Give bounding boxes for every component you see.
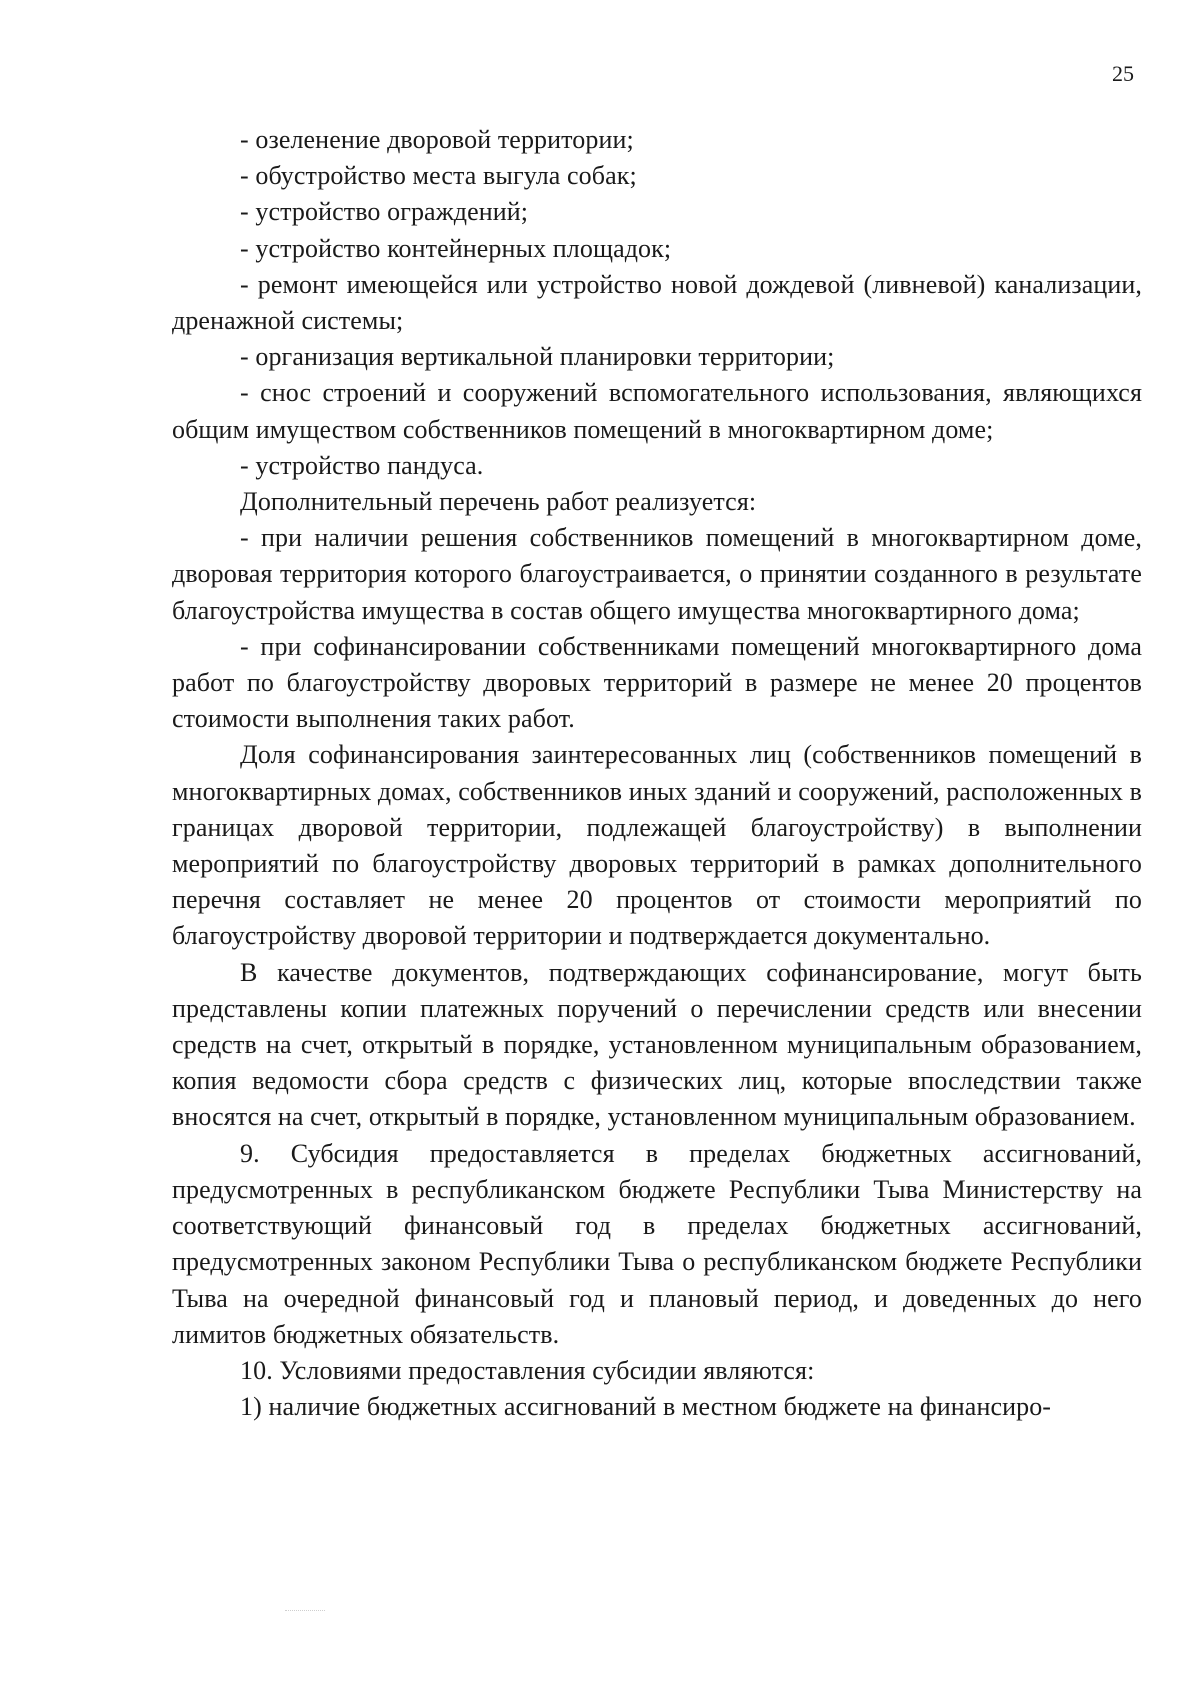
list-item-vertical-planning: - организация вертикальной планировки территории; bbox=[240, 342, 835, 372]
list-item-drainage: - ремонт имеющейся или устройство новой дождевой (ливневой) канализации, дренажной системы; bbox=[172, 269, 1142, 336]
page-number: 25 bbox=[1112, 61, 1134, 86]
list-item-owners-decision: - при наличии решения собственников помещений в многоквартирном доме, дворовая территория которого благоустраивается, о принятии созданного в результате благоустройства имущества в состав общего имущества многоквартирного дома; bbox=[172, 523, 1142, 625]
paragraph-condition-1: 1) наличие бюджетных ассигнований в местном бюджете на финансиро- bbox=[240, 1392, 1052, 1422]
paragraph-cofinancing-share: Доля софинансирования заинтересованных лиц (собственников помещений в многоквартирных домах, собственников иных зданий и сооружений, расположенных в границах дворовой территории, подлежащей благоустройству) в выполнении мероприятий по благоустройству дворовых территорий в рамках дополнительного перечня составляет не менее 20 процентов от стоимости мероприятий по благоустройству дворовой территории и подтверждается документально. bbox=[172, 740, 1142, 951]
paragraph-additional-list-intro: Дополнительный перечень работ реализуется: bbox=[240, 487, 757, 517]
document-body bbox=[172, 122, 1142, 1425]
list-item-fencing: - устройство ограждений; bbox=[240, 197, 529, 227]
paragraph-cofinancing-documents: В качестве документов, подтверждающих софинансирование, могут быть представлены копии платежных поручений о перечислении средств или внесении средств на счет, открытый в порядке, установленном муниципальным образованием, копия ведомости сбора средств с физических лиц, которые впоследствии также вносятся на счет, открытый в порядке, установленном муниципальным образованием. bbox=[172, 957, 1142, 1132]
list-item-demolition: - снос строений и сооружений вспомогательного использования, являющихся общим имуществом собственников помещений в многоквартирном доме; bbox=[172, 378, 1142, 444]
list-item-container-sites: - устройство контейнерных площадок; bbox=[240, 233, 672, 263]
list-item-cofinancing: - при софинансировании собственниками помещений многоквартирного дома работ по благоустройству дворовых территорий в размере не менее 20 процентов стоимости выполнения таких работ. bbox=[172, 631, 1142, 734]
list-item-ramp: - устройство пандуса. bbox=[240, 450, 484, 480]
paragraph-clause-10: 10. Условиями предоставления субсидии являются: bbox=[240, 1355, 815, 1385]
paragraph-clause-9: 9. Субсидия предоставляется в пределах бюджетных ассигнований, предусмотренных в республиканском бюджете Республики Тыва Министерству на соответствующий финансовый год в пределах бюджетных ассигнований, предусмотренных законом Республики Тыва о республиканском бюджете Республики Тыва на очередной финансовый год и плановый период, и доведенных до него лимитов бюджетных обязательств. bbox=[172, 1138, 1142, 1349]
list-item-dog-area: - обустройство места выгула собак; bbox=[240, 161, 637, 191]
list-item-greening: - озеленение дворовой территории; bbox=[240, 125, 634, 154]
scan-artifact bbox=[285, 1610, 325, 1613]
